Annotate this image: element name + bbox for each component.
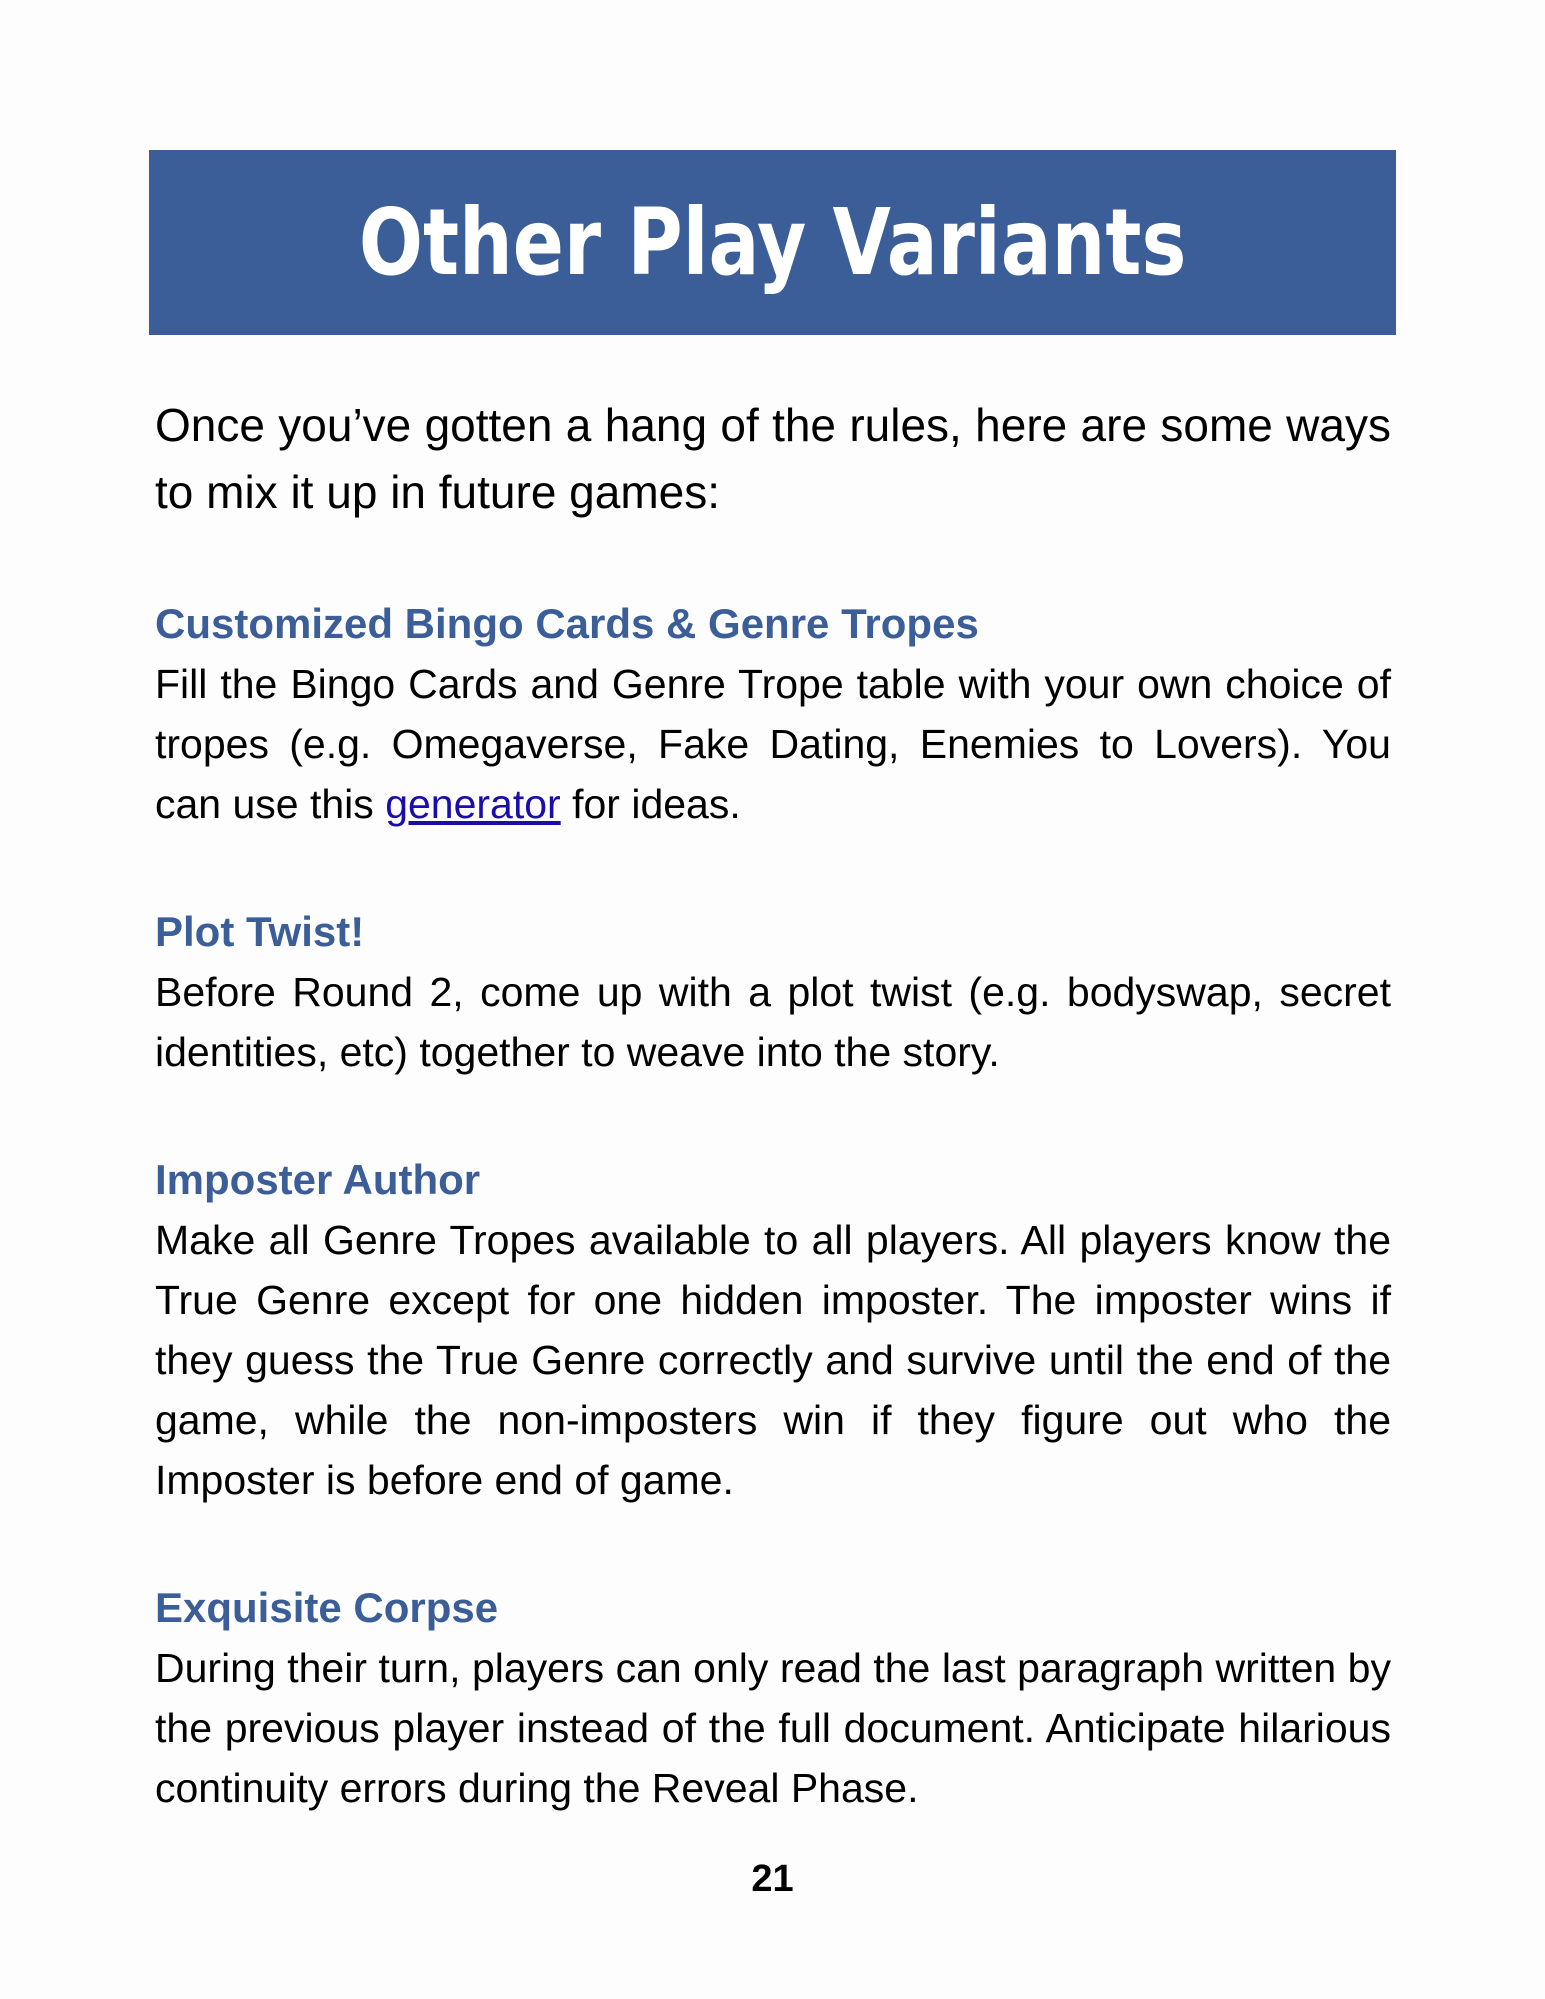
section-body: Make all Genre Tropes available to all players. All players know the True Genre except for one hidden imposter. The imposter wins if they guess the True Genre correctly and survive until the end of the game, while the non-imposters win if they figure out who the Imposter is before end of game. — [155, 1217, 1391, 1503]
section-plot-twist — [155, 902, 1391, 1082]
page-title: Other Play Variants — [358, 189, 1187, 296]
section-body — [155, 654, 1391, 834]
section-heading: Imposter Author — [155, 1156, 481, 1203]
section-heading: Customized Bingo Cards & Genre Tropes — [155, 600, 979, 647]
section-customized-bingo — [155, 594, 1391, 834]
section-body: During their turn, players can only read the last paragraph written by the previous player instead of the full document. Anticipate hilarious continuity errors during the Reveal Phase. — [155, 1645, 1391, 1811]
page-number: 21 — [751, 1858, 794, 1900]
intro-paragraph: Once you’ve gotten a hang of the rules, here are some ways to mix it up in future games: — [155, 399, 1391, 518]
section-body-text: Fill the Bingo Cards and Genre Trope table with your own choice of tropes (e.g. Omegaverse, Fake Dating, Enemies to Lovers). You can use this — [155, 661, 1391, 827]
title-banner — [149, 150, 1396, 335]
generator-link[interactable]: generator — [385, 781, 561, 827]
section-exquisite-corpse — [155, 1578, 1391, 1818]
section-heading: Plot Twist! — [155, 908, 365, 955]
section-imposter-author — [155, 1150, 1391, 1510]
section-body-text: for ideas. — [560, 781, 741, 827]
section-body: Before Round 2, come up with a plot twist (e.g. bodyswap, secret identities, etc) together to weave into the story. — [155, 969, 1391, 1075]
section-heading: Exquisite Corpse — [155, 1584, 499, 1631]
content-body — [155, 392, 1391, 1818]
